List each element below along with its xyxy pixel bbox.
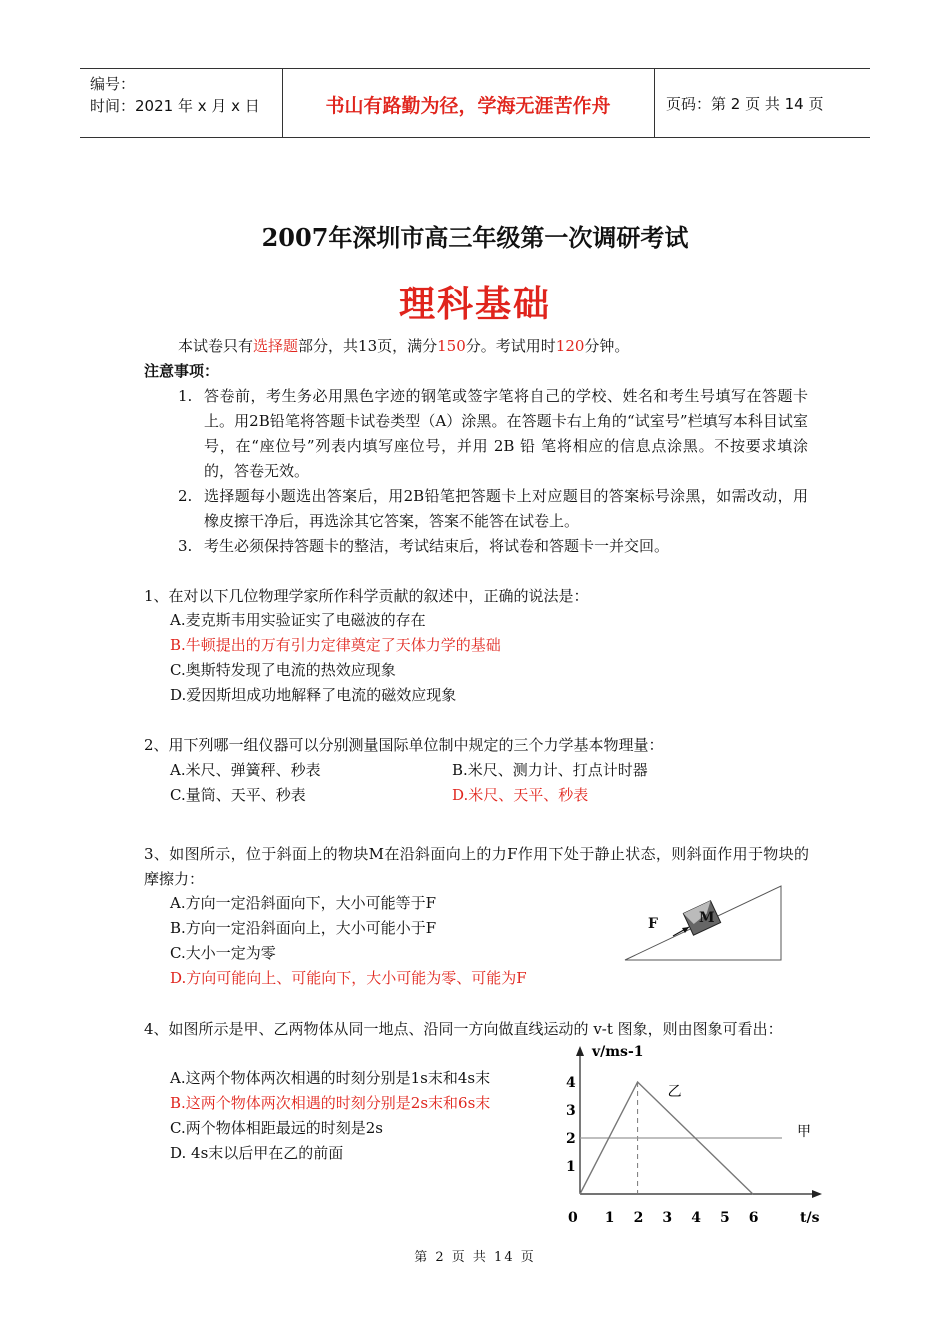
page-header (80, 68, 870, 138)
question-2-stem: 2、用下列哪一组仪器可以分别测量国际单位制中规定的三个力学基本物理量： (144, 736, 664, 754)
question-4-stem: 4、如图所示是甲、乙两物体从同一地点、沿同一方向做直线运动的 v-t 图象，则由图象可看出： (144, 1020, 783, 1038)
x-tick-label: 2 (633, 1210, 644, 1226)
q4-option-c: C.两个物体相距最远的时刻是2s (170, 1119, 383, 1137)
q3-option-b: B.方向一定沿斜面向上，大小可能小于F (170, 919, 437, 937)
q1-option-d: D.爱因斯坦成功地解释了电流的磁效应现象 (170, 686, 457, 704)
q2-option-a: A.米尺、弹簧秤、秒表 (170, 761, 321, 779)
page-footer: 第 2 页 共 14 页 (414, 1250, 536, 1265)
x-tick-label: 5 (720, 1210, 730, 1226)
q4-option-a: A.这两个物体两次相遇的时刻分别是1s末和4s末 (170, 1069, 491, 1087)
y-tick-label: 2 (566, 1131, 576, 1147)
y-tick-label: 3 (566, 1103, 576, 1119)
notice-text: 选择题每小题选出答案后，用2B铅笔把答题卡上对应题目的答案标号涂黑，如需改动，用橡皮擦干净后，再选涂其它答案，答案不能答在试卷上。 (204, 487, 808, 530)
q4-option-d: D. 4s末以后甲在乙的前面 (170, 1144, 344, 1162)
intro-text: 部分，共13页，满分 (298, 337, 438, 355)
exam-subtitle: 理科基础 (398, 283, 551, 325)
number-label: 编号： (90, 75, 136, 93)
label-f: F (648, 916, 658, 932)
q1-option-b: B.牛顿提出的万有引力定律奠定了天体力学的基础 (170, 636, 501, 654)
notice-text: 答卷前，考生务必用黑色字迹的钢笔或签字笔将自己的学校、姓名和考生号填写在答题卡上。用2B铅笔将答题卡试卷类型（A）涂黑。在答题卡右上角的“试室号”栏填写本科目试室号，在“座位号”列表内填写座位号，并用 2B 铅 笔将相应的信息点涂黑。不按要求填涂的，答卷无效。 (204, 387, 808, 480)
series-yi-label: 乙 (667, 1084, 682, 1100)
y-tick-label: 4 (566, 1075, 576, 1091)
page-info: 页码：第 2 页 共 14 页 (666, 95, 824, 113)
origin-label: 0 (568, 1210, 578, 1226)
notice-heading: 注意事项： (144, 362, 220, 380)
label-m: M (699, 910, 715, 926)
header-divider (654, 69, 655, 137)
intro-text: 分钟。 (584, 337, 630, 355)
q3-option-c: C.大小一定为零 (170, 944, 276, 962)
x-tick-label: 3 (662, 1210, 673, 1226)
x-tick-label: 4 (691, 1210, 701, 1226)
time-label: 时间：2021 年 x 月 x 日 (90, 97, 260, 115)
header-motto: 书山有路勤为径，学海无涯苦作舟 (325, 95, 611, 117)
intro-highlight: 150 (437, 337, 466, 355)
q3-option-a: A.方向一定沿斜面向下，大小可能等于F (170, 894, 437, 912)
question-1-stem: 1、在对以下几位物理学家所作科学贡献的叙述中，正确的说法是： (144, 587, 589, 605)
series-jia-label: 甲 (797, 1124, 811, 1140)
q1-option-c: C.奥斯特发现了电流的热效应现象 (170, 661, 396, 679)
q4-option-b: B.这两个物体两次相遇的时刻分别是2s末和6s末 (170, 1094, 491, 1112)
x-tick-label: 1 (604, 1210, 615, 1226)
x-axis-label: t/s (800, 1210, 820, 1226)
question-3-stem: 3、如图所示，位于斜面上的物块M在沿斜面向上的力F作用下处于静止状态，则斜面作用于物块的摩擦力： (144, 845, 809, 888)
notice-text: 考生必须保持答题卡的整洁，考试结束后，将试卷和答题卡一并交回。 (204, 537, 670, 555)
incline-diagram (615, 880, 790, 968)
q2-option-b: B.米尺、测力计、打点计时器 (452, 761, 648, 779)
x-axis-arrow (812, 1190, 822, 1198)
notice-number: 2. (178, 487, 193, 505)
intro-text: 本试卷只有 (178, 337, 254, 355)
notice-number: 1. (178, 387, 193, 405)
x-tick-label: 6 (748, 1210, 759, 1226)
y-tick-label: 1 (566, 1159, 576, 1175)
q2-option-d: D.米尺、天平、秒表 (452, 786, 589, 804)
y-axis-arrow (576, 1046, 584, 1056)
q1-option-a: A.麦克斯韦用实验证实了电磁波的存在 (170, 611, 426, 629)
q2-option-c: C.量筒、天平、秒表 (170, 786, 306, 804)
intro-paragraph (178, 334, 629, 359)
notice-item (178, 534, 808, 559)
notice-item (178, 484, 808, 534)
intro-highlight: 选择题 (253, 337, 299, 355)
intro-highlight: 120 (555, 337, 585, 355)
notice-item (178, 384, 808, 484)
notice-number: 3. (178, 537, 193, 555)
vt-chart (550, 1036, 840, 1232)
y-axis-label: v/ms-1 (592, 1044, 644, 1060)
header-meta (90, 73, 260, 117)
exam-title: 2007年深圳市高三年级第一次调研考试 (261, 223, 689, 252)
q3-option-d: D.方向可能向上、可能向下，大小可能为零、可能为F (170, 969, 527, 987)
intro-text: 分。考试用时 (465, 337, 556, 355)
